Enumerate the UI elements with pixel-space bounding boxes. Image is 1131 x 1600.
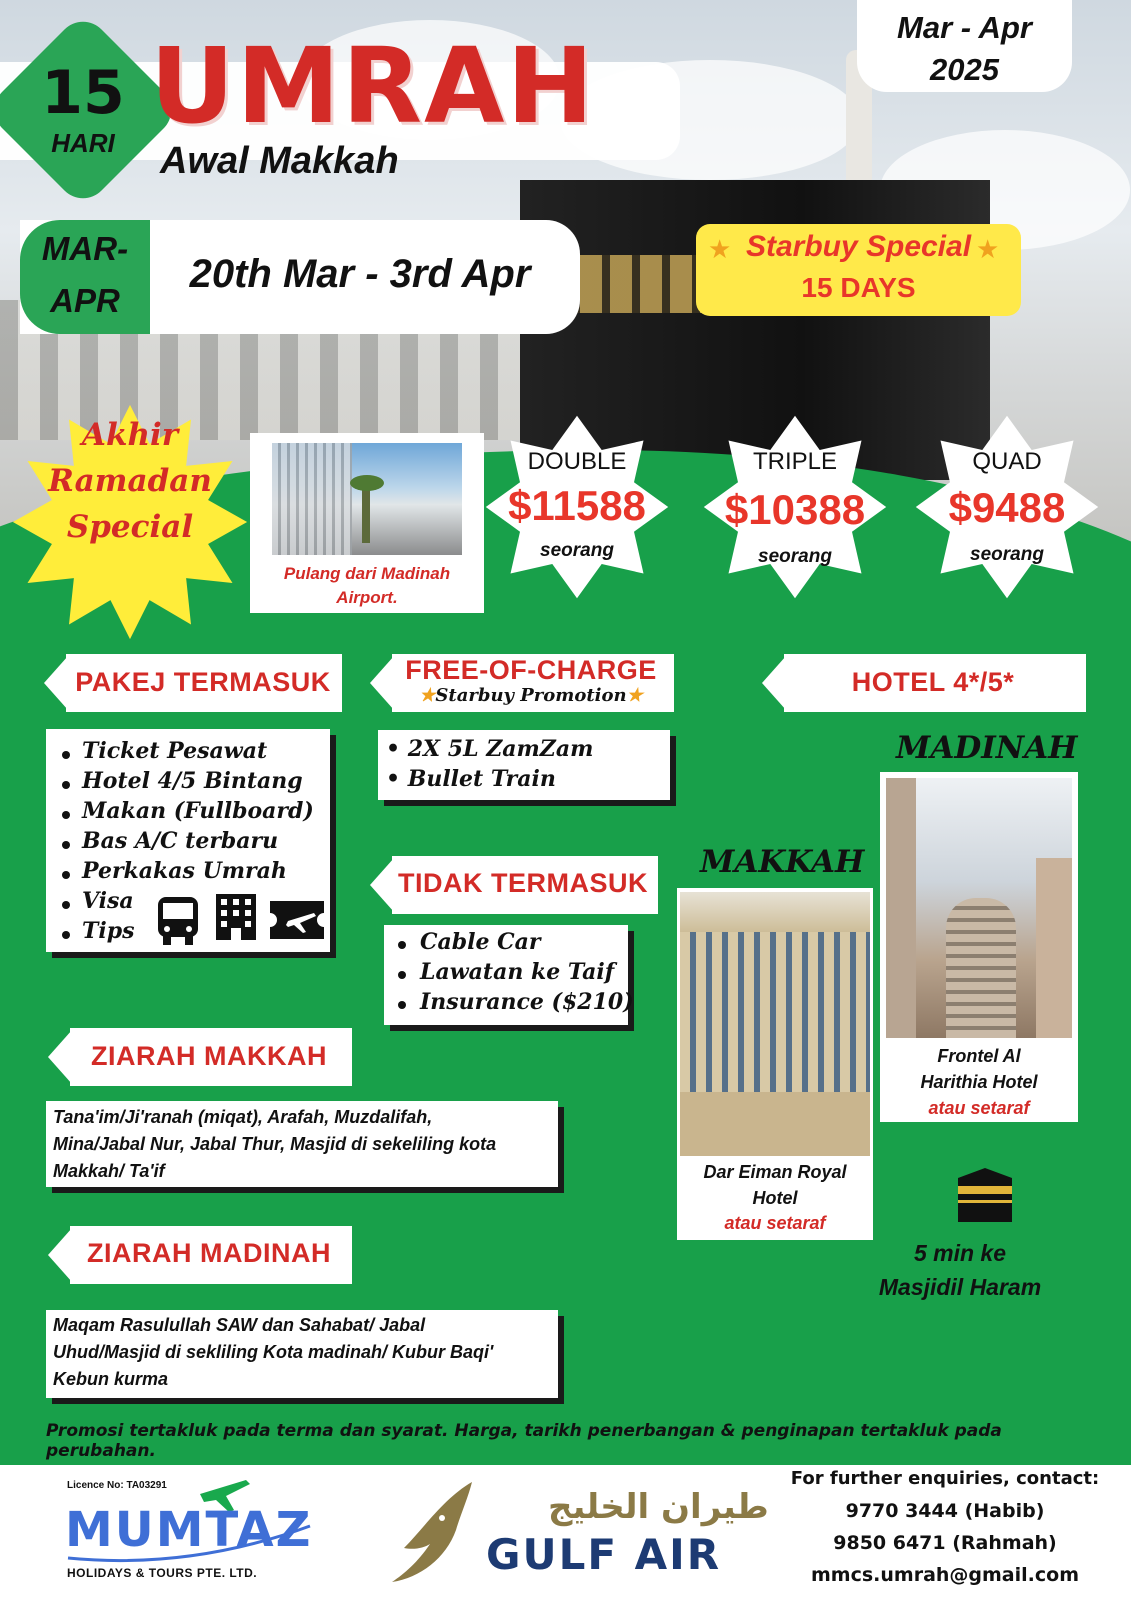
included-item: Visa <box>82 888 134 914</box>
star-icon: ★ <box>419 685 436 706</box>
madinah-hotel-note: atau setaraf <box>928 1098 1030 1118</box>
contact-email: mmcs.umrah@gmail.com <box>810 1564 1079 1586</box>
airport-caption <box>250 562 484 610</box>
hotel-title: HOTEL 4*/5* <box>851 667 1015 697</box>
bullet <box>62 811 70 819</box>
period-year: 2025 <box>930 52 999 87</box>
free-subtitle-row <box>392 685 670 706</box>
walk-distance-line1: 5 min ke <box>913 1240 1007 1266</box>
makkah-hotel-name-line1: Dar Eiman Royal <box>703 1162 847 1182</box>
airline-name-arabic: طيران الخليج <box>548 1487 769 1527</box>
madinah-city-label: MADINAH <box>896 730 1078 766</box>
bullet <box>398 971 406 979</box>
contact-heading: For further enquiries, contact: <box>790 1468 1100 1489</box>
kaaba-icon <box>952 1166 1018 1226</box>
price-value-triple: $10388 <box>724 486 866 533</box>
makkah-hotel-name <box>677 1159 873 1211</box>
licence-number: Licence No: TA03291 <box>67 1480 167 1491</box>
starbuy-title: Starbuy Special <box>745 230 972 263</box>
disclaimer-text: Promosi tertakluk pada terma dan syarat. Harga, tarikh penerbangan & penginapan tertakluk pada perubahan. <box>46 1421 1002 1461</box>
excluded-item: Lawatan ke Taif <box>420 959 615 985</box>
ziarah-makkah-line: Tana'im/Ji'ranah (miqat), Arafah, Muzdalifah, <box>53 1107 433 1127</box>
included-item: Tips <box>82 918 135 944</box>
free-item-text: 2X 5L ZamZam <box>407 736 594 762</box>
star-icon: ★ <box>626 685 643 706</box>
gulf-air-falcon-logo <box>384 1478 480 1588</box>
date-badge-line1: MAR- <box>41 230 129 267</box>
included-item: Hotel 4/5 Bintang <box>82 768 303 794</box>
price-type-quad: QUAD <box>972 448 1042 475</box>
date-badge-line2: APR <box>50 282 120 319</box>
bullet <box>62 901 70 909</box>
included-item: Ticket Pesawat <box>82 738 268 764</box>
airport-caption-line1: Pulang dari Madinah <box>283 564 451 583</box>
agency-subtitle: HOLIDAYS & TOURS PTE. LTD. <box>67 1566 258 1580</box>
starbuy-days: 15 DAYS <box>801 272 916 303</box>
price-type-triple: TRIPLE <box>752 448 838 475</box>
travel-dates: 20th Mar - 3rd Apr <box>189 252 531 296</box>
makkah-hotel-photo <box>680 892 870 1156</box>
madinah-hotel-name-line1: Frontel Al <box>937 1046 1021 1066</box>
contact-phone-rahmah: 9850 6471 (Rahmah) <box>833 1532 1057 1554</box>
madinah-hotel-name-line2: Harithia Hotel <box>920 1072 1038 1092</box>
makkah-hotel-name-line2: Hotel <box>752 1188 798 1208</box>
period-months: Mar - Apr <box>897 10 1032 45</box>
excluded-item: Insurance ($210) <box>420 989 634 1015</box>
days-number: 15 <box>41 58 125 128</box>
page-subtitle: Awal Makkah <box>160 140 399 182</box>
free-subtitle: Starbuy Promotion <box>435 685 627 706</box>
ziarah-makkah-line: Mina/Jabal Nur, Jabal Thur, Masjid di sekeliling kota <box>53 1134 497 1154</box>
included-item: Makan (Fullboard) <box>82 798 314 824</box>
included-item: Bas A/C terbaru <box>82 828 279 854</box>
included-item: Perkakas Umrah <box>82 858 287 884</box>
bullet <box>62 871 70 879</box>
walk-distance-line2: Masjidil Haram <box>878 1274 1042 1300</box>
free-item-text: Bullet Train <box>407 766 556 792</box>
ramadan-line3: Special <box>66 509 194 545</box>
price-value-quad: $9488 <box>948 484 1066 531</box>
excluded-title: TIDAK TERMASUK <box>398 868 648 898</box>
makkah-city-label: MAKKAH <box>700 844 865 880</box>
madinah-airport-photo <box>272 443 462 555</box>
star-icon: ★ <box>708 234 732 264</box>
ramadan-line2: Ramadan <box>48 463 212 499</box>
ziarah-madinah-line: Maqam Rasulullah SAW dan Sahabat/ Jabal <box>53 1315 426 1335</box>
plane-ticket-icon <box>266 899 328 941</box>
ziarah-madinah-line: Kebun kurma <box>53 1369 169 1389</box>
days-label: HARI <box>51 128 115 158</box>
ramadan-line1: Akhir <box>81 417 179 453</box>
free-item: • 2X 5L ZamZam <box>386 736 594 762</box>
madinah-hotel-name <box>880 1043 1078 1095</box>
page-title: UMRAH <box>150 25 596 147</box>
bullet <box>398 941 406 949</box>
bullet <box>62 781 70 789</box>
hotel-building-icon <box>210 890 262 942</box>
ziarah-makkah-line: Makkah/ Ta'if <box>53 1161 165 1181</box>
free-title: FREE-OF-CHARGE <box>405 655 657 685</box>
excluded-item: Cable Car <box>420 929 541 955</box>
bullet <box>398 1001 406 1009</box>
airline-name: GULF AIR <box>486 1530 722 1579</box>
price-value-double: $11588 <box>508 482 646 529</box>
ramadan-special-text <box>18 412 242 550</box>
bullet <box>62 751 70 759</box>
ziarah-madinah-line: Uhud/Masjid di sekliling Kota madinah/ Kubur Baqi' <box>53 1342 494 1362</box>
price-per-quad: seorang <box>970 544 1044 565</box>
bus-icon <box>155 895 201 947</box>
ziarah-madinah-title: ZIARAH MADINAH <box>87 1238 331 1268</box>
airport-caption-line2: Airport. <box>336 588 398 607</box>
bullet <box>62 841 70 849</box>
price-type-double: DOUBLE <box>527 448 627 475</box>
contact-phone-habib: 9770 3444 (Habib) <box>845 1500 1045 1522</box>
free-item: • Bullet Train <box>386 766 556 792</box>
madinah-hotel-photo <box>886 778 1072 1038</box>
included-title: PAKEJ TERMASUK <box>75 667 331 697</box>
ziarah-makkah-title: ZIARAH MAKKAH <box>91 1041 327 1071</box>
bullet <box>62 931 70 939</box>
price-per-triple: seorang <box>758 546 832 567</box>
price-per-double: seorang <box>540 540 614 561</box>
agency-logo-text: MUMTAZ <box>65 1502 313 1558</box>
makkah-hotel-note: atau setaraf <box>724 1213 826 1233</box>
star-icon: ★ <box>976 234 1000 264</box>
